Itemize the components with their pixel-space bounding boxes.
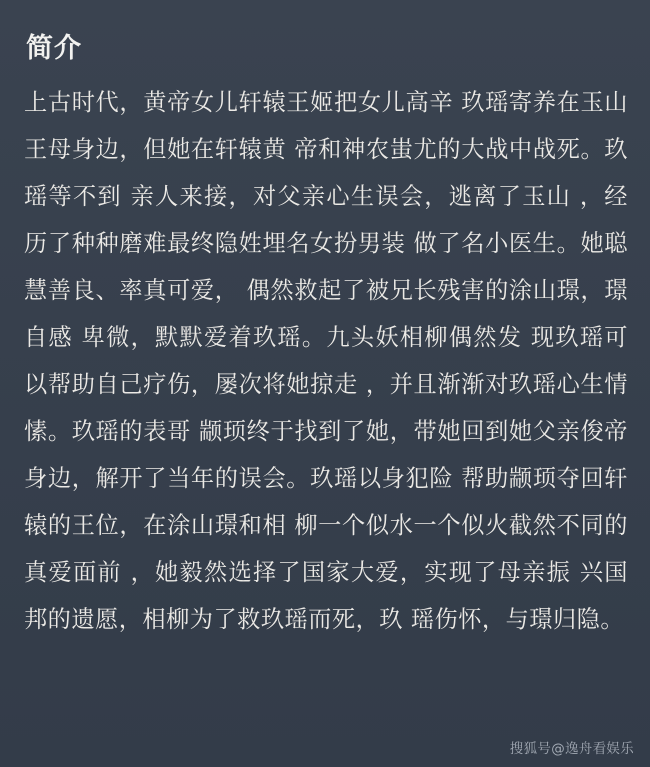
watermark-label: 搜狐号@逸舟看娱乐 — [509, 741, 634, 757]
article-paragraph: 上古时代，黄帝女儿轩辕王姬把女儿高辛 玖瑶寄养在玉山王母身边，但她在轩辕黄 帝和神农蚩尤的大战中战死。玖瑶等不到 亲人来接，对父亲心生误会，逃离了玉山 ，经历了种种磨难最终隐姓埋名女扮男装 做了名小医生。她聪慧善良、率真可爱， 偶然救起了被兄长残害的涂山璟，璟自感 卑微，默默爱着玖瑶。九头妖相柳偶然发 现玖瑶可以帮助自己疗伤，屡次将她掠走 ，并且渐渐对玖瑶心生情愫。玖瑶的表哥 颛顼终于找到了她，带她回到她父亲俊帝 身边，解开了当年的误会。玖瑶以身犯险 帮助颛顼夺回轩辕的王位，在涂山璟和相 柳一个似水一个似火截然不同的真爱面前 ，她毅然选择了国家大爱，实现了母亲振 兴国邦的遗愿，相柳为了救玖瑶而死，玖 瑶伤怀，与璟归隐。 — [24, 89, 628, 633]
page-title: 简介 — [26, 33, 82, 64]
